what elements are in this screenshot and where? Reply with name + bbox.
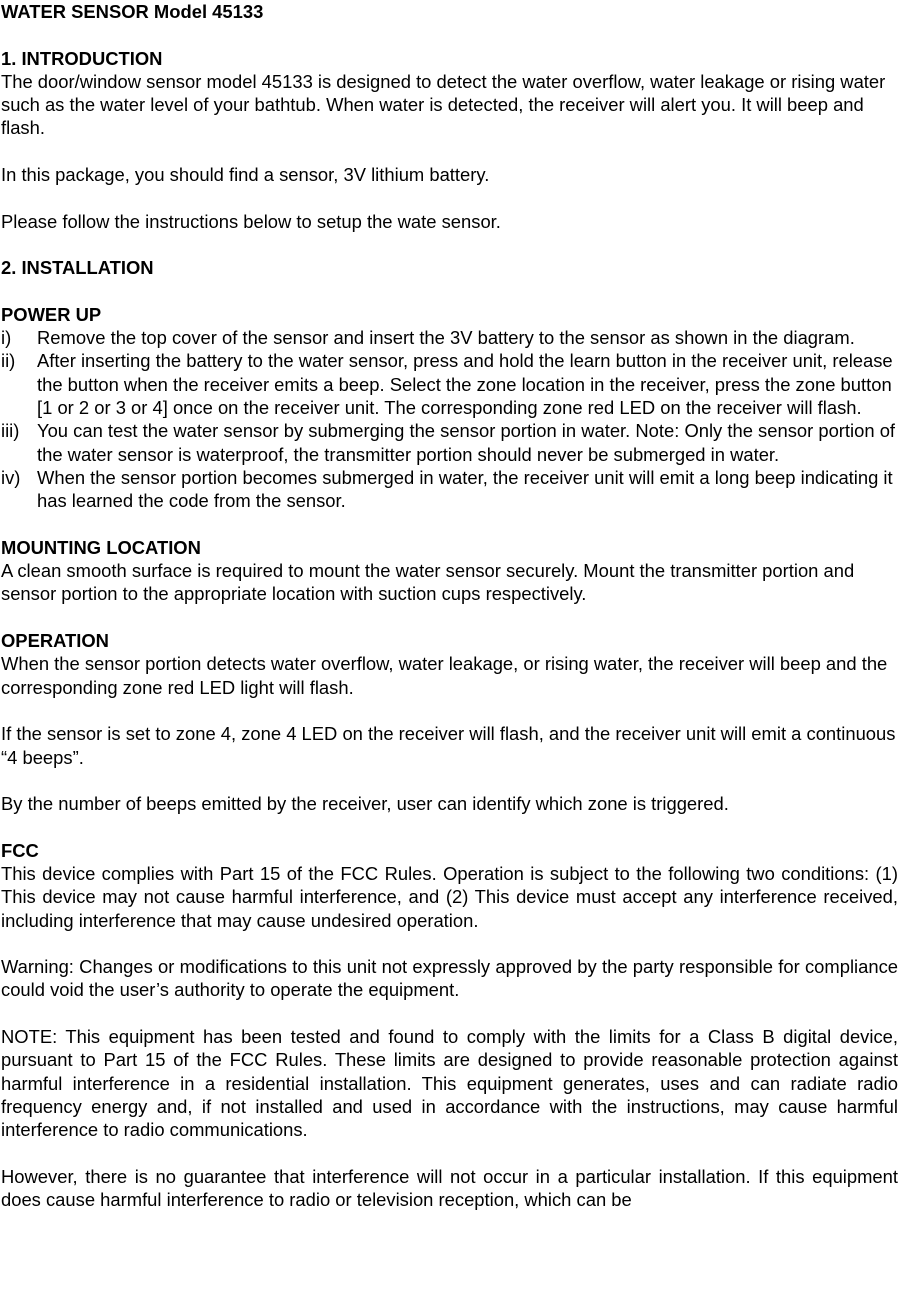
step-number: ii): [1, 350, 16, 372]
document-page: [1, 0, 898, 1211]
mounting-location-paragraph: A clean smooth surface is required to mount the water sensor securely. Mount the transmitter portion and sensor portion to the appropriate location with suction cups respectively.: [1, 560, 855, 605]
fcc-guarantee-paragraph: However, there is no guarantee that interference will not occur in a particular installation. If this equipment does cause harmful interference to radio or television reception, which can be: [1, 1165, 898, 1211]
fcc-heading: FCC: [1, 839, 39, 861]
power-up-heading: POWER UP: [1, 303, 102, 325]
introduction-heading: 1. INTRODUCTION: [1, 47, 163, 69]
step-text: You can test the water sensor by submerging the sensor portion in water. Note: Only the sensor portion of the water sensor is waterproof, the transmitter portion should never be submerged in water.: [37, 420, 896, 465]
step-text: When the sensor portion becomes submerged in water, the receiver unit will emit a long beep indicating it has learned the code from the sensor.: [37, 466, 893, 512]
power-up-step: [1, 326, 898, 349]
mounting-location-heading: MOUNTING LOCATION: [1, 536, 201, 558]
step-text: After inserting the battery to the water sensor, press and hold the learn button in the receiver unit, release the button when the receiver emits a beep. Select the zone location in the receiver, press the zone button [1 or 2 or 3 or 4] once on the receiver unit. The corresponding zone red LED on the receiver will flash.: [37, 350, 893, 419]
fcc-paragraph-1: This device complies with Part 15 of the FCC Rules. Operation is subject to the following two conditions: (1) This device may not cause harmful interference, and (2) This device must accept any interference received, including interference that may cause undesired operation.: [1, 862, 898, 931]
step-number: iv): [1, 466, 21, 488]
introduction-paragraph-1: The door/window sensor model 45133 is designed to detect the water overflow, water leakage or rising water such as the water level of your bathtub. When water is detected, the receiver will alert you. It will beep and flash.: [1, 70, 886, 139]
installation-heading: 2. INSTALLATION: [1, 257, 154, 279]
document-title: WATER SENSOR Model 45133: [1, 1, 264, 22]
step-number: iii): [1, 420, 20, 442]
introduction-paragraph-3: Please follow the instructions below to setup the wate sensor.: [1, 210, 501, 232]
fcc-warning-paragraph: Warning: Changes or modifications to this unit not expressly approved by the party responsible for compliance could void the user’s authority to operate the equipment.: [1, 956, 898, 1001]
power-up-steps: [1, 326, 898, 512]
power-up-step: [1, 349, 898, 419]
operation-heading: OPERATION: [1, 630, 109, 652]
operation-paragraph-2: If the sensor is set to zone 4, zone 4 LED on the receiver will flash, and the receiver unit will emit a continuous “4 beeps”.: [1, 723, 896, 768]
introduction-paragraph-2: In this package, you should find a sensor, 3V lithium battery.: [1, 164, 490, 186]
power-up-step: [1, 419, 898, 466]
power-up-step: [1, 466, 898, 513]
step-number: i): [1, 327, 12, 349]
step-text: Remove the top cover of the sensor and insert the 3V battery to the sensor as shown in the diagram.: [37, 327, 855, 349]
operation-paragraph-1: When the sensor portion detects water overflow, water leakage, or rising water, the receiver will beep and the corresponding zone red LED light will flash.: [1, 653, 888, 698]
fcc-note-paragraph: NOTE: This equipment has been tested and found to comply with the limits for a Class B digital device, pursuant to Part 15 of the FCC Rules. These limits are designed to provide reasonable protection against harmful interference in a residential installation. This equipment generates, uses and can radiate radio frequency energy and, if not installed and used in accordance with the instructions, may cause harmful interference to radio communications.: [1, 1026, 898, 1141]
operation-paragraph-3: By the number of beeps emitted by the receiver, user can identify which zone is triggered.: [1, 793, 729, 815]
